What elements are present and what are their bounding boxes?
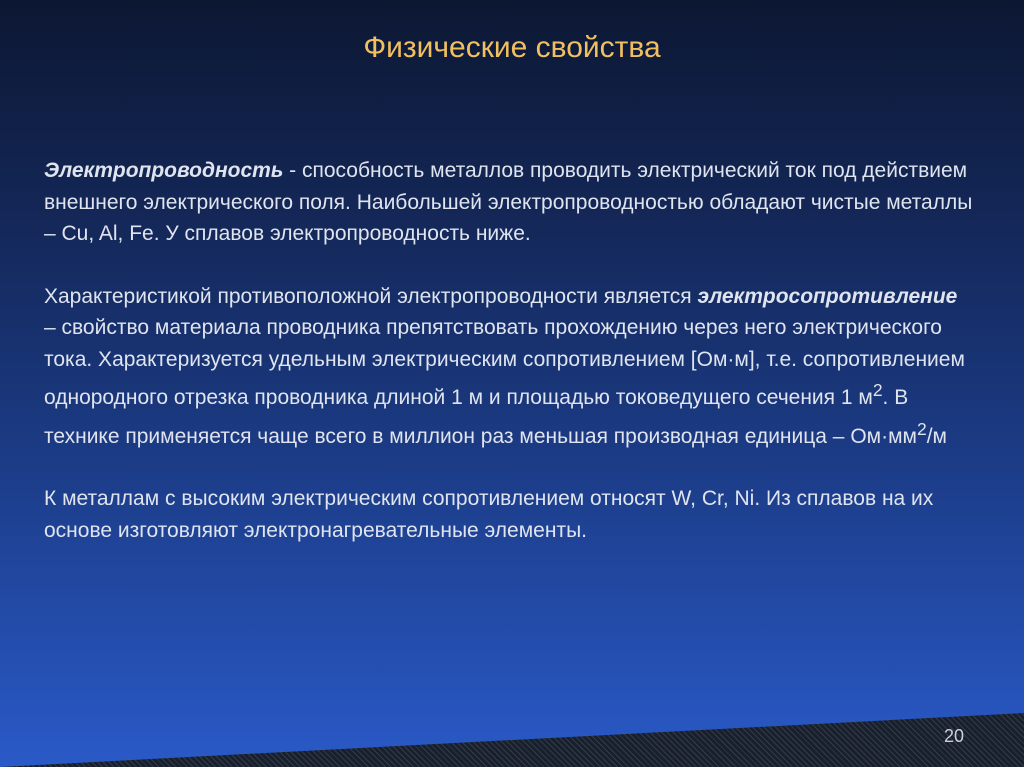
superscript-b: 2 (916, 418, 927, 439)
footer-decoration (0, 713, 1024, 767)
term-conductivity: Электропроводность (44, 159, 284, 182)
page-number: 20 (943, 726, 964, 746)
paragraph-conductivity (44, 155, 974, 250)
term-resistance: электросопротивление (697, 284, 958, 308)
resistance-text-a: – свойство материала проводника препятствовать прохождению через него электрического тока. Характеризуется удельным электрическим сопротивлением [Ом·м], т.е. сопротивлением однородного отрезка проводника длиной 1 м и площадью токоведущего сечения 1 м (44, 316, 965, 409)
paragraph-high-resistance: К металлам с высоким электрическим сопротивлением относят W, Cr, Ni. Из сплавов на их основе изготовляют электронагревательные элементы. (44, 487, 934, 542)
resistance-intro: Характеристикой противоположной электропроводности является (44, 284, 698, 308)
slide-title: Физические свойства (363, 31, 661, 64)
conductivity-text: - способность металлов проводить электрический ток под действием внешнего электрического поля. Наибольшей электропроводностью обладают чистые металлы – Cu, Al, Fe. У сплавов электропроводность ниже. (44, 159, 973, 245)
resistance-text-c: /м (926, 424, 947, 448)
resistance-text-b: . В технике применяется чаще всего в миллион раз меньшая производная единица – Ом·мм (44, 386, 917, 448)
slide-body (44, 155, 974, 546)
superscript-a: 2 (872, 380, 883, 400)
paragraph-resistance (44, 281, 974, 453)
